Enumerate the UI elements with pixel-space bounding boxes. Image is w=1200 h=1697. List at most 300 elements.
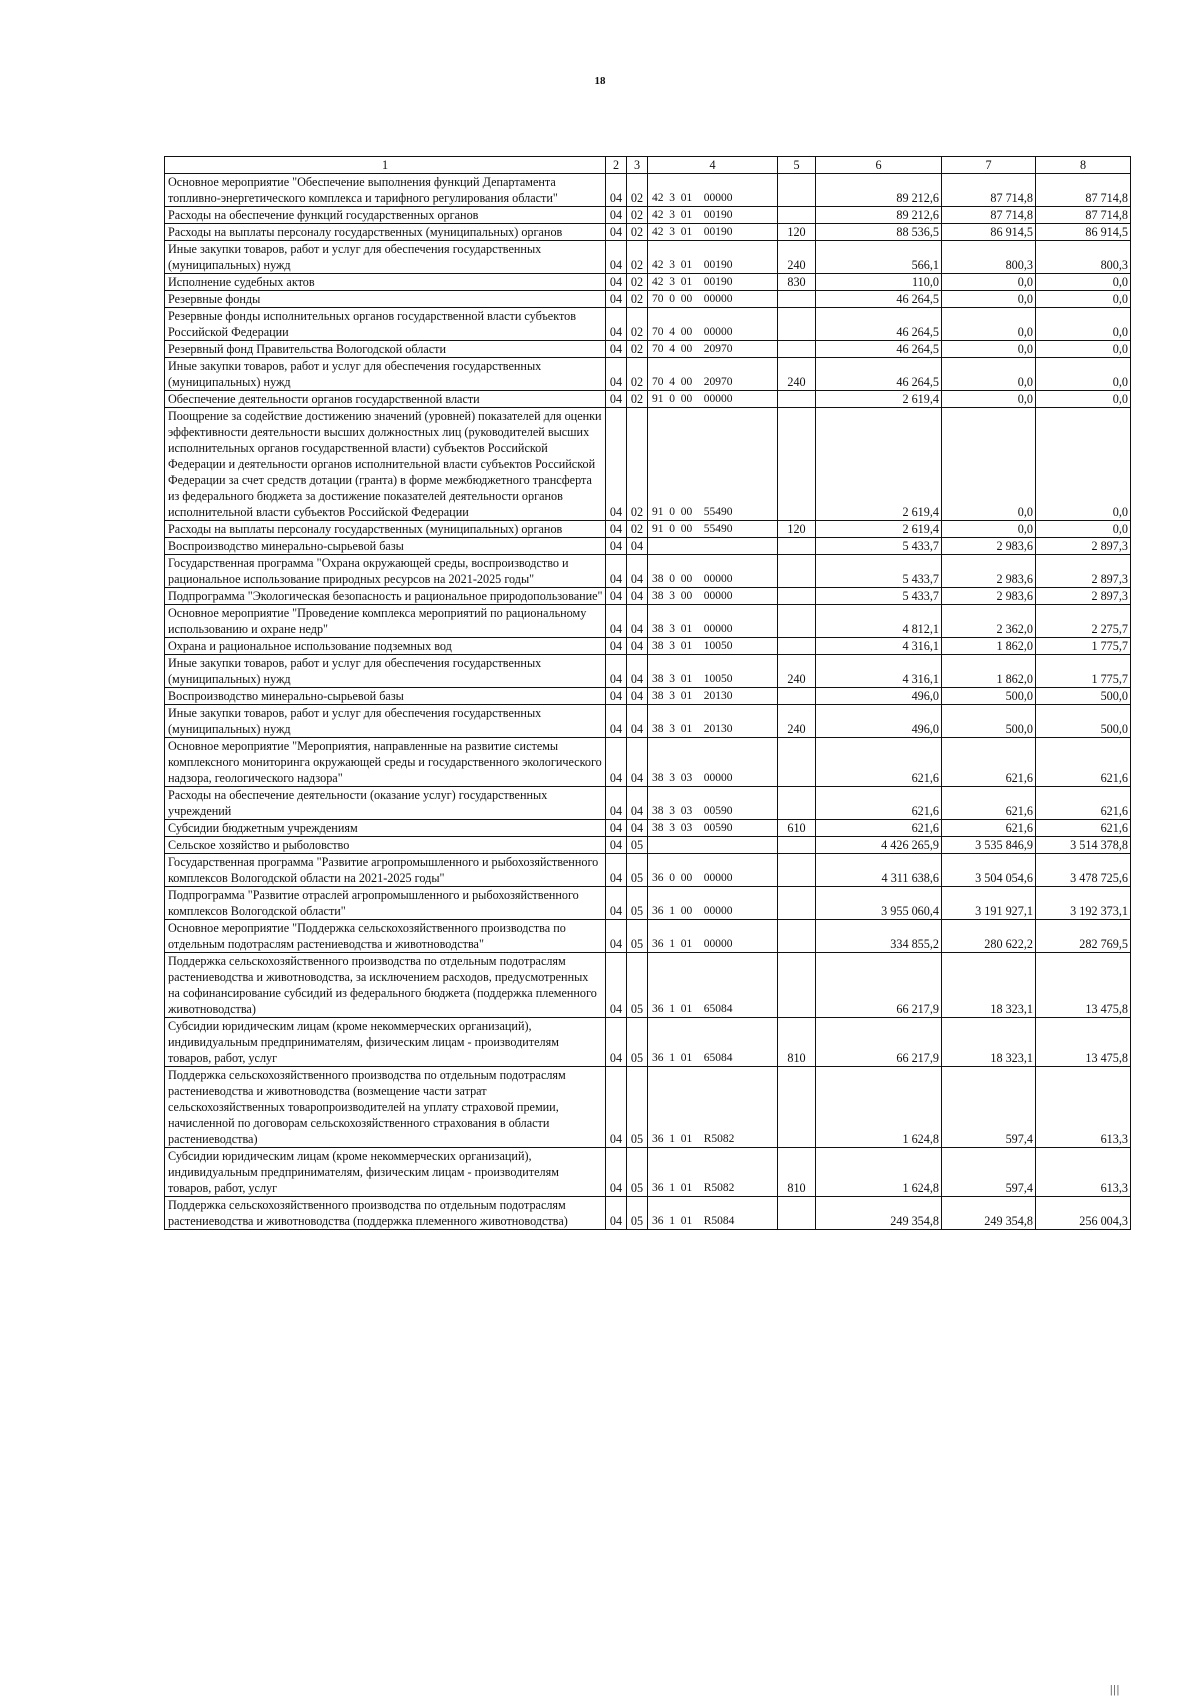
item-name: Основное мероприятие "Обеспечение выполнения функций Департамента топливно-энергетического комплекса и тарифного регулирования области" xyxy=(165,174,606,207)
target-article-code: 70 0 00 00000 xyxy=(648,291,778,308)
amount-col-8: 800,3 xyxy=(1036,241,1131,274)
item-name: Государственная программа "Развитие агропромышленного и рыбохозяйственного комплексов Вологодской области на 2021-2025 годы" xyxy=(165,854,606,887)
amount-col-7: 2 983,6 xyxy=(942,555,1036,588)
amount-col-8: 2 275,7 xyxy=(1036,605,1131,638)
expense-type-code xyxy=(778,854,816,887)
subsection-code: 05 xyxy=(627,1197,648,1230)
column-header: 7 xyxy=(942,157,1036,174)
amount-col-6: 46 264,5 xyxy=(816,358,942,391)
section-code: 04 xyxy=(606,1018,627,1067)
expense-type-code xyxy=(778,1197,816,1230)
expense-type-code: 810 xyxy=(778,1148,816,1197)
item-name: Иные закупки товаров, работ и услуг для обеспечения государственных (муниципальных) нужд xyxy=(165,358,606,391)
amount-col-8: 0,0 xyxy=(1036,308,1131,341)
amount-col-7: 18 323,1 xyxy=(942,953,1036,1018)
section-code: 04 xyxy=(606,920,627,953)
target-article-code: 91 0 00 00000 xyxy=(648,391,778,408)
amount-col-8: 0,0 xyxy=(1036,391,1131,408)
section-code: 04 xyxy=(606,538,627,555)
item-name: Основное мероприятие "Поддержка сельскохозяйственного производства по отдельным подотраслям растениеводства и животноводства" xyxy=(165,920,606,953)
amount-col-7: 621,6 xyxy=(942,787,1036,820)
item-name: Основное мероприятие "Проведение комплекса мероприятий по рациональному использованию и охране недр" xyxy=(165,605,606,638)
amount-col-7: 0,0 xyxy=(942,358,1036,391)
target-article-code: 38 3 00 00000 xyxy=(648,588,778,605)
amount-col-8: 1 775,7 xyxy=(1036,638,1131,655)
amount-col-7: 0,0 xyxy=(942,274,1036,291)
item-name: Государственная программа "Охрана окружающей среды, воспроизводство и рациональное использование природных ресурсов на 2021-2025 годы" xyxy=(165,555,606,588)
amount-col-6: 1 624,8 xyxy=(816,1067,942,1148)
amount-col-6: 88 536,5 xyxy=(816,224,942,241)
table-row xyxy=(165,738,1131,787)
table-row xyxy=(165,291,1131,308)
table-row xyxy=(165,854,1131,887)
table-row xyxy=(165,588,1131,605)
item-name: Субсидии юридическим лицам (кроме некоммерческих организаций), индивидуальным предпринимателям, физическим лицам - производителям товаров, работ, услуг xyxy=(165,1018,606,1067)
table-row xyxy=(165,224,1131,241)
amount-col-7: 0,0 xyxy=(942,408,1036,521)
section-code: 04 xyxy=(606,1148,627,1197)
subsection-code: 02 xyxy=(627,308,648,341)
section-code: 04 xyxy=(606,207,627,224)
item-name: Подпрограмма "Развитие отраслей агропромышленного и рыбохозяйственного комплексов Вологодской области" xyxy=(165,887,606,920)
amount-col-6: 46 264,5 xyxy=(816,308,942,341)
expense-type-code xyxy=(778,605,816,638)
subsection-code: 02 xyxy=(627,391,648,408)
expense-type-code xyxy=(778,308,816,341)
amount-col-6: 3 955 060,4 xyxy=(816,887,942,920)
table-row xyxy=(165,174,1131,207)
amount-col-8: 0,0 xyxy=(1036,358,1131,391)
target-article-code: 36 1 01 R5084 xyxy=(648,1197,778,1230)
target-article-code: 38 3 03 00000 xyxy=(648,738,778,787)
subsection-code: 04 xyxy=(627,655,648,688)
table-row xyxy=(165,341,1131,358)
section-code: 04 xyxy=(606,274,627,291)
amount-col-8: 86 914,5 xyxy=(1036,224,1131,241)
subsection-code: 02 xyxy=(627,341,648,358)
amount-col-8: 3 478 725,6 xyxy=(1036,854,1131,887)
table-body xyxy=(165,157,1131,1230)
subsection-code: 05 xyxy=(627,1018,648,1067)
subsection-code: 04 xyxy=(627,605,648,638)
amount-col-7: 500,0 xyxy=(942,688,1036,705)
amount-col-6: 46 264,5 xyxy=(816,291,942,308)
target-article-code: 42 3 01 00190 xyxy=(648,274,778,291)
amount-col-6: 566,1 xyxy=(816,241,942,274)
item-name: Расходы на обеспечение деятельности (оказание услуг) государственных учреждений xyxy=(165,787,606,820)
subsection-code: 02 xyxy=(627,207,648,224)
amount-col-6: 110,0 xyxy=(816,274,942,291)
amount-col-6: 4 812,1 xyxy=(816,605,942,638)
subsection-code: 05 xyxy=(627,1148,648,1197)
expense-type-code xyxy=(778,391,816,408)
amount-col-8: 621,6 xyxy=(1036,738,1131,787)
table-row xyxy=(165,538,1131,555)
section-code: 04 xyxy=(606,521,627,538)
amount-col-7: 597,4 xyxy=(942,1067,1036,1148)
subsection-code: 04 xyxy=(627,820,648,837)
amount-col-6: 496,0 xyxy=(816,688,942,705)
amount-col-8: 500,0 xyxy=(1036,688,1131,705)
amount-col-6: 66 217,9 xyxy=(816,1018,942,1067)
amount-col-8: 0,0 xyxy=(1036,291,1131,308)
expense-type-code xyxy=(778,688,816,705)
item-name: Поддержка сельскохозяйственного производства по отдельным подотраслям растениеводства и животноводства, за исключением расходов, предусмотренных на софинансирование субсидий из федерального бюджета (поддержка племенного животноводства) xyxy=(165,953,606,1018)
amount-col-7: 3 504 054,6 xyxy=(942,854,1036,887)
subsection-code: 05 xyxy=(627,887,648,920)
section-code: 04 xyxy=(606,820,627,837)
amount-col-8: 87 714,8 xyxy=(1036,207,1131,224)
target-article-code: 36 1 00 00000 xyxy=(648,887,778,920)
target-article-code: 36 1 01 65084 xyxy=(648,953,778,1018)
amount-col-8: 0,0 xyxy=(1036,521,1131,538)
table-row xyxy=(165,274,1131,291)
subsection-code: 02 xyxy=(627,174,648,207)
subsection-code: 04 xyxy=(627,555,648,588)
item-name: Обеспечение деятельности органов государственной власти xyxy=(165,391,606,408)
expense-type-code xyxy=(778,1067,816,1148)
target-article-code: 38 3 01 10050 xyxy=(648,638,778,655)
expense-type-code xyxy=(778,920,816,953)
amount-col-6: 5 433,7 xyxy=(816,538,942,555)
amount-col-6: 2 619,4 xyxy=(816,408,942,521)
amount-col-8: 3 514 378,8 xyxy=(1036,837,1131,854)
table-row xyxy=(165,705,1131,738)
amount-col-6: 4 311 638,6 xyxy=(816,854,942,887)
amount-col-6: 249 354,8 xyxy=(816,1197,942,1230)
section-code: 04 xyxy=(606,241,627,274)
table-row xyxy=(165,1067,1131,1148)
amount-col-6: 496,0 xyxy=(816,705,942,738)
item-name: Иные закупки товаров, работ и услуг для обеспечения государственных (муниципальных) нужд xyxy=(165,705,606,738)
section-code: 04 xyxy=(606,837,627,854)
amount-col-8: 621,6 xyxy=(1036,820,1131,837)
table-row xyxy=(165,837,1131,854)
table-row xyxy=(165,308,1131,341)
amount-col-7: 621,6 xyxy=(942,738,1036,787)
item-name: Резервные фонды исполнительных органов государственной власти субъектов Российской Федерации xyxy=(165,308,606,341)
amount-col-7: 0,0 xyxy=(942,341,1036,358)
section-code: 04 xyxy=(606,688,627,705)
target-article-code xyxy=(648,538,778,555)
amount-col-6: 89 212,6 xyxy=(816,207,942,224)
target-article-code: 36 1 01 65084 xyxy=(648,1018,778,1067)
table-row xyxy=(165,655,1131,688)
table-row xyxy=(165,688,1131,705)
item-name: Резервный фонд Правительства Вологодской области xyxy=(165,341,606,358)
section-code: 04 xyxy=(606,854,627,887)
expense-type-code xyxy=(778,638,816,655)
budget-table xyxy=(164,156,1131,1230)
subsection-code: 02 xyxy=(627,358,648,391)
target-article-code: 36 0 00 00000 xyxy=(648,854,778,887)
section-code: 04 xyxy=(606,738,627,787)
table-row xyxy=(165,820,1131,837)
section-code: 04 xyxy=(606,787,627,820)
expense-type-code xyxy=(778,738,816,787)
amount-col-6: 1 624,8 xyxy=(816,1148,942,1197)
target-article-code: 42 3 01 00000 xyxy=(648,174,778,207)
expense-type-code xyxy=(778,887,816,920)
expense-type-code: 240 xyxy=(778,705,816,738)
amount-col-6: 4 316,1 xyxy=(816,655,942,688)
table-row xyxy=(165,920,1131,953)
column-header: 1 xyxy=(165,157,606,174)
amount-col-6: 334 855,2 xyxy=(816,920,942,953)
amount-col-6: 2 619,4 xyxy=(816,521,942,538)
expense-type-code xyxy=(778,408,816,521)
subsection-code: 05 xyxy=(627,837,648,854)
expense-type-code xyxy=(778,787,816,820)
section-code: 04 xyxy=(606,1197,627,1230)
expense-type-code xyxy=(778,174,816,207)
section-code: 04 xyxy=(606,655,627,688)
amount-col-7: 500,0 xyxy=(942,705,1036,738)
section-code: 04 xyxy=(606,358,627,391)
section-code: 04 xyxy=(606,1067,627,1148)
amount-col-8: 621,6 xyxy=(1036,787,1131,820)
item-name: Подпрограмма "Экологическая безопасность и рациональное природопользование" xyxy=(165,588,606,605)
amount-col-8: 500,0 xyxy=(1036,705,1131,738)
subsection-code: 02 xyxy=(627,241,648,274)
section-code: 04 xyxy=(606,408,627,521)
section-code: 04 xyxy=(606,308,627,341)
item-name: Исполнение судебных актов xyxy=(165,274,606,291)
amount-col-7: 1 862,0 xyxy=(942,638,1036,655)
amount-col-7: 2 362,0 xyxy=(942,605,1036,638)
amount-col-6: 66 217,9 xyxy=(816,953,942,1018)
amount-col-7: 87 714,8 xyxy=(942,174,1036,207)
item-name: Поддержка сельскохозяйственного производства по отдельным подотраслям растениеводства и животноводства (возмещение части затрат сельскохозяйственных товаропроизводителей на уплату страховой премии, начисленной по договорам сельскохозяйственного страхования в области растениеводства) xyxy=(165,1067,606,1148)
section-code: 04 xyxy=(606,555,627,588)
section-code: 04 xyxy=(606,391,627,408)
section-code: 04 xyxy=(606,705,627,738)
amount-col-7: 86 914,5 xyxy=(942,224,1036,241)
amount-col-8: 256 004,3 xyxy=(1036,1197,1131,1230)
expense-type-code: 240 xyxy=(778,655,816,688)
item-name: Воспроизводство минерально-сырьевой базы xyxy=(165,688,606,705)
amount-col-7: 597,4 xyxy=(942,1148,1036,1197)
expense-type-code: 240 xyxy=(778,358,816,391)
item-name: Иные закупки товаров, работ и услуг для обеспечения государственных (муниципальных) нужд xyxy=(165,655,606,688)
table-row xyxy=(165,408,1131,521)
amount-col-8: 2 897,3 xyxy=(1036,588,1131,605)
amount-col-7: 87 714,8 xyxy=(942,207,1036,224)
subsection-code: 02 xyxy=(627,408,648,521)
table-row xyxy=(165,358,1131,391)
amount-col-8: 0,0 xyxy=(1036,274,1131,291)
table-row xyxy=(165,555,1131,588)
expense-type-code xyxy=(778,588,816,605)
section-code: 04 xyxy=(606,174,627,207)
table-row xyxy=(165,1197,1131,1230)
target-article-code: 38 3 03 00590 xyxy=(648,820,778,837)
amount-col-6: 5 433,7 xyxy=(816,555,942,588)
amount-col-8: 2 897,3 xyxy=(1036,555,1131,588)
amount-col-7: 0,0 xyxy=(942,291,1036,308)
expense-type-code xyxy=(778,341,816,358)
amount-col-6: 2 619,4 xyxy=(816,391,942,408)
column-header-row xyxy=(165,157,1131,174)
expense-type-code: 120 xyxy=(778,224,816,241)
column-header: 3 xyxy=(627,157,648,174)
expense-type-code: 120 xyxy=(778,521,816,538)
expense-type-code xyxy=(778,207,816,224)
subsection-code: 02 xyxy=(627,274,648,291)
subsection-code: 05 xyxy=(627,920,648,953)
expense-type-code xyxy=(778,953,816,1018)
item-name: Поддержка сельскохозяйственного производства по отдельным подотраслям растениеводства и животноводства (поддержка племенного животноводства) xyxy=(165,1197,606,1230)
amount-col-8: 282 769,5 xyxy=(1036,920,1131,953)
amount-col-7: 800,3 xyxy=(942,241,1036,274)
section-code: 04 xyxy=(606,953,627,1018)
amount-col-6: 621,6 xyxy=(816,787,942,820)
target-article-code: 38 3 01 20130 xyxy=(648,705,778,738)
amount-col-7: 280 622,2 xyxy=(942,920,1036,953)
subsection-code: 02 xyxy=(627,521,648,538)
expense-type-code xyxy=(778,555,816,588)
target-article-code: 70 4 00 20970 xyxy=(648,341,778,358)
amount-col-6: 4 426 265,9 xyxy=(816,837,942,854)
amount-col-6: 46 264,5 xyxy=(816,341,942,358)
amount-col-7: 249 354,8 xyxy=(942,1197,1036,1230)
item-name: Воспроизводство минерально-сырьевой базы xyxy=(165,538,606,555)
amount-col-8: 0,0 xyxy=(1036,408,1131,521)
amount-col-8: 13 475,8 xyxy=(1036,1018,1131,1067)
subsection-code: 04 xyxy=(627,705,648,738)
target-article-code: 36 1 01 00000 xyxy=(648,920,778,953)
item-name: Резервные фонды xyxy=(165,291,606,308)
amount-col-7: 2 983,6 xyxy=(942,538,1036,555)
section-code: 04 xyxy=(606,291,627,308)
page-number: 18 xyxy=(594,75,606,87)
table-row xyxy=(165,638,1131,655)
amount-col-7: 621,6 xyxy=(942,820,1036,837)
target-article-code: 38 3 01 20130 xyxy=(648,688,778,705)
amount-col-7: 0,0 xyxy=(942,391,1036,408)
table-row xyxy=(165,521,1131,538)
expense-type-code: 810 xyxy=(778,1018,816,1067)
subsection-code: 04 xyxy=(627,638,648,655)
expense-type-code xyxy=(778,538,816,555)
amount-col-6: 4 316,1 xyxy=(816,638,942,655)
table-row xyxy=(165,241,1131,274)
amount-col-7: 0,0 xyxy=(942,521,1036,538)
expense-type-code xyxy=(778,291,816,308)
item-name: Расходы на выплаты персоналу государственных (муниципальных) органов xyxy=(165,521,606,538)
expense-type-code: 830 xyxy=(778,274,816,291)
amount-col-7: 3 191 927,1 xyxy=(942,887,1036,920)
target-article-code: 91 0 00 55490 xyxy=(648,521,778,538)
target-article-code: 38 0 00 00000 xyxy=(648,555,778,588)
item-name: Субсидии юридическим лицам (кроме некоммерческих организаций), индивидуальным предпринимателям, физическим лицам - производителям товаров, работ, услуг xyxy=(165,1148,606,1197)
subsection-code: 04 xyxy=(627,787,648,820)
target-article-code: 36 1 01 R5082 xyxy=(648,1148,778,1197)
amount-col-8: 613,3 xyxy=(1036,1148,1131,1197)
table-row xyxy=(165,1018,1131,1067)
target-article-code: 38 3 01 00000 xyxy=(648,605,778,638)
item-name: Иные закупки товаров, работ и услуг для обеспечения государственных (муниципальных) нужд xyxy=(165,241,606,274)
subsection-code: 02 xyxy=(627,224,648,241)
item-name: Основное мероприятие "Мероприятия, направленные на развитие системы комплексного мониторинга окружающей среды и государственного экологического надзора, геологического надзора" xyxy=(165,738,606,787)
item-name: Сельское хозяйство и рыболовство xyxy=(165,837,606,854)
amount-col-7: 2 983,6 xyxy=(942,588,1036,605)
subsection-code: 04 xyxy=(627,588,648,605)
target-article-code xyxy=(648,837,778,854)
target-article-code: 38 3 03 00590 xyxy=(648,787,778,820)
column-header: 5 xyxy=(778,157,816,174)
subsection-code: 02 xyxy=(627,291,648,308)
table-row xyxy=(165,953,1131,1018)
table-row xyxy=(165,787,1131,820)
expense-type-code: 610 xyxy=(778,820,816,837)
amount-col-8: 613,3 xyxy=(1036,1067,1131,1148)
table-row xyxy=(165,391,1131,408)
column-header: 6 xyxy=(816,157,942,174)
amount-col-8: 3 192 373,1 xyxy=(1036,887,1131,920)
table-row xyxy=(165,887,1131,920)
column-header: 2 xyxy=(606,157,627,174)
item-name: Расходы на обеспечение функций государственных органов xyxy=(165,207,606,224)
item-name: Охрана и рациональное использование подземных вод xyxy=(165,638,606,655)
target-article-code: 70 4 00 20970 xyxy=(648,358,778,391)
expense-type-code xyxy=(778,837,816,854)
target-article-code: 91 0 00 55490 xyxy=(648,408,778,521)
item-name: Расходы на выплаты персоналу государственных (муниципальных) органов xyxy=(165,224,606,241)
amount-col-6: 621,6 xyxy=(816,738,942,787)
target-article-code: 42 3 01 00190 xyxy=(648,224,778,241)
table-row xyxy=(165,207,1131,224)
bottom-mark: ||| xyxy=(1110,1682,1121,1696)
target-article-code: 36 1 01 R5082 xyxy=(648,1067,778,1148)
table-row xyxy=(165,605,1131,638)
amount-col-6: 89 212,6 xyxy=(816,174,942,207)
column-header: 8 xyxy=(1036,157,1131,174)
item-name: Субсидии бюджетным учреждениям xyxy=(165,820,606,837)
item-name: Поощрение за содействие достижению значений (уровней) показателей для оценки эффективности деятельности высших должностных лиц (руководителей высших исполнительных органов государственной власти) субъектов Российской Федерации и деятельности органов исполнительной власти субъектов Российской Федерации за счет средств дотации (гранта) в форме межбюджетного трансферта из федерального бюджета за достижение показателей деятельности органов исполнительной власти субъектов Российской Федерации xyxy=(165,408,606,521)
expense-type-code: 240 xyxy=(778,241,816,274)
amount-col-8: 0,0 xyxy=(1036,341,1131,358)
amount-col-7: 18 323,1 xyxy=(942,1018,1036,1067)
subsection-code: 05 xyxy=(627,953,648,1018)
subsection-code: 05 xyxy=(627,1067,648,1148)
subsection-code: 04 xyxy=(627,688,648,705)
section-code: 04 xyxy=(606,638,627,655)
section-code: 04 xyxy=(606,887,627,920)
subsection-code: 04 xyxy=(627,538,648,555)
amount-col-7: 0,0 xyxy=(942,308,1036,341)
amount-col-8: 1 775,7 xyxy=(1036,655,1131,688)
section-code: 04 xyxy=(606,224,627,241)
table-row xyxy=(165,1148,1131,1197)
amount-col-6: 621,6 xyxy=(816,820,942,837)
amount-col-8: 87 714,8 xyxy=(1036,174,1131,207)
amount-col-6: 5 433,7 xyxy=(816,588,942,605)
target-article-code: 42 3 01 00190 xyxy=(648,241,778,274)
section-code: 04 xyxy=(606,588,627,605)
target-article-code: 38 3 01 10050 xyxy=(648,655,778,688)
section-code: 04 xyxy=(606,605,627,638)
column-header: 4 xyxy=(648,157,778,174)
subsection-code: 05 xyxy=(627,854,648,887)
amount-col-7: 3 535 846,9 xyxy=(942,837,1036,854)
amount-col-8: 2 897,3 xyxy=(1036,538,1131,555)
target-article-code: 70 4 00 00000 xyxy=(648,308,778,341)
section-code: 04 xyxy=(606,341,627,358)
amount-col-8: 13 475,8 xyxy=(1036,953,1131,1018)
target-article-code: 42 3 01 00190 xyxy=(648,207,778,224)
amount-col-7: 1 862,0 xyxy=(942,655,1036,688)
